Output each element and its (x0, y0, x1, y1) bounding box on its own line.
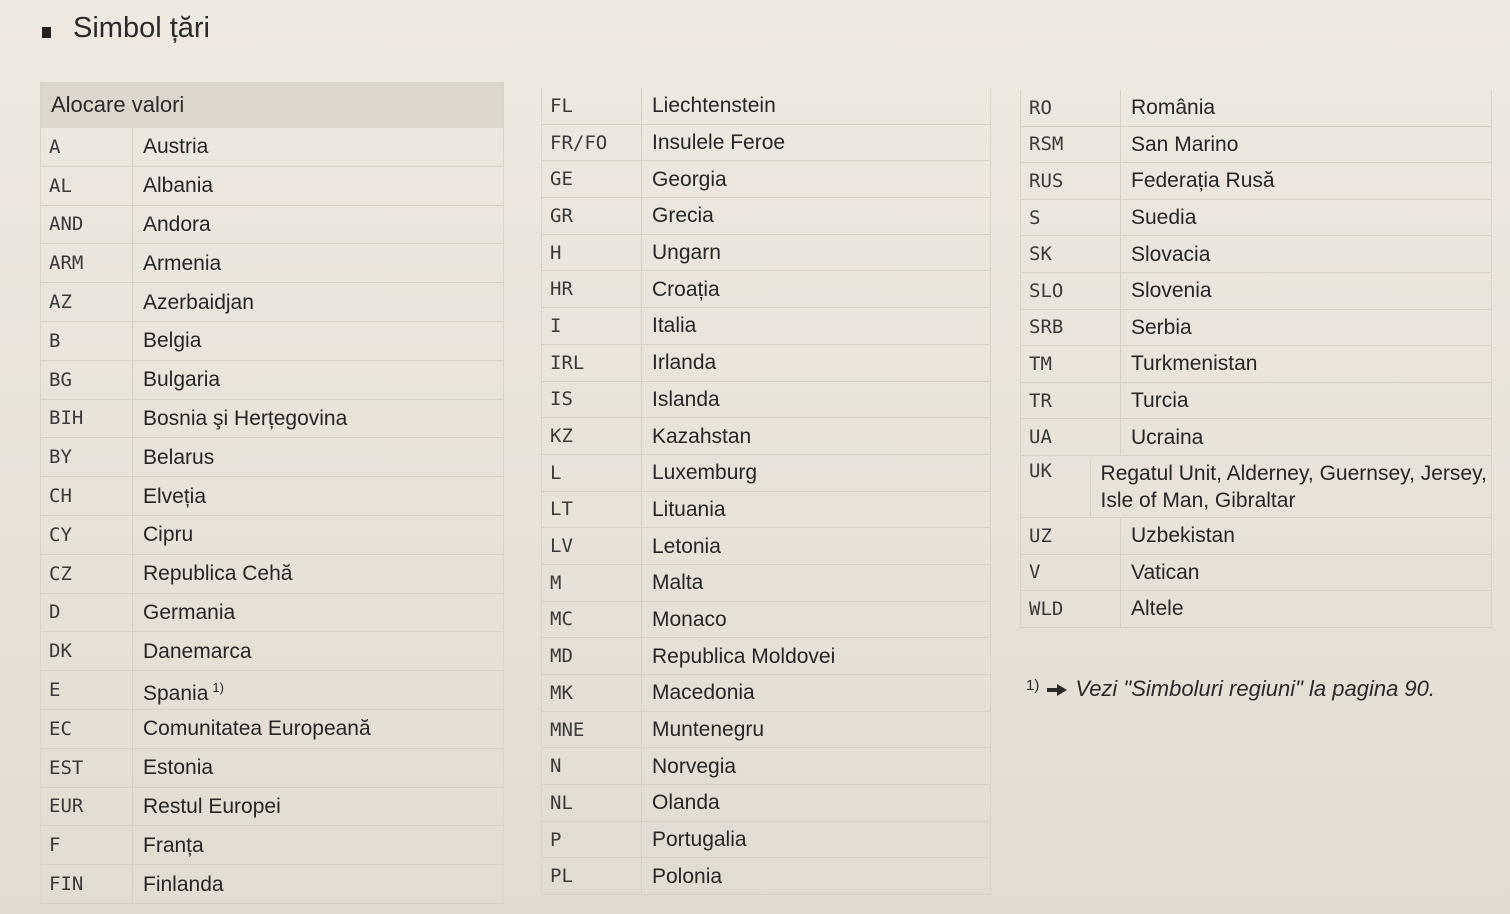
country-name-text: Comunitatea Europeană (143, 717, 371, 741)
country-name-text: Olanda (652, 791, 720, 815)
country-name (642, 753, 736, 780)
country-code: FL (542, 88, 642, 124)
table-body (542, 88, 990, 895)
table-row (41, 283, 503, 322)
table-row (1021, 383, 1491, 420)
country-code: FIN (41, 865, 133, 903)
country-name-text: România (1131, 96, 1216, 120)
country-name-text: Grecia (652, 204, 714, 228)
table-row (542, 455, 990, 492)
table-row (542, 418, 990, 455)
country-name-text: Muntenegru (652, 718, 765, 742)
country-code: DK (41, 632, 133, 670)
table-row (41, 438, 503, 477)
table-row (41, 632, 503, 671)
country-name (133, 250, 221, 277)
country-name-text: Austria (143, 135, 209, 159)
country-code: CH (41, 477, 133, 515)
country-table-column-3 (1020, 90, 1492, 628)
table-row (542, 382, 990, 419)
country-table-column-1 (40, 82, 504, 904)
country-code: P (542, 822, 642, 858)
table-row (542, 198, 990, 235)
country-name (1091, 460, 1491, 514)
country-code: BG (41, 361, 133, 399)
country-code: SLO (1021, 273, 1121, 309)
table-row (542, 492, 990, 529)
country-name-text: Norvegia (652, 754, 737, 778)
country-code: AZ (41, 283, 133, 321)
table-row (542, 785, 990, 822)
country-name (642, 129, 785, 156)
country-code: UA (1021, 419, 1121, 455)
country-code: SRB (1021, 310, 1121, 346)
table-row (41, 671, 503, 710)
country-code: NL (542, 785, 642, 821)
table-row (542, 675, 990, 712)
country-name (1121, 387, 1189, 414)
country-code: M (542, 565, 642, 601)
country-name-text: Polonia (652, 864, 723, 888)
country-code: BY (41, 438, 133, 476)
country-name-text: Islanda (652, 387, 720, 411)
table-row (41, 400, 503, 439)
country-code: L (542, 455, 642, 491)
country-name-text: Bulgaria (143, 368, 221, 392)
country-code: LV (542, 528, 642, 564)
table-row (542, 748, 990, 785)
table-row (542, 565, 990, 602)
country-name-text: Vatican (1131, 560, 1200, 584)
country-name (1121, 94, 1215, 121)
country-name-text: Letonia (652, 534, 721, 558)
country-name (642, 239, 721, 266)
table-row (1021, 273, 1491, 310)
country-name (133, 754, 213, 781)
table-row (41, 361, 503, 400)
country-name-text: Luxemburg (652, 461, 758, 485)
country-name-text: Bosnia şi Herțegovina (143, 406, 348, 430)
country-code: TR (1021, 383, 1121, 419)
table-row (542, 822, 990, 859)
country-code: RUS (1021, 163, 1121, 199)
table-row (41, 206, 503, 245)
country-code: EC (41, 710, 133, 748)
table-row (41, 167, 503, 206)
footnote-reference: 1) (212, 679, 224, 695)
country-name-text: Macedonia (652, 681, 755, 705)
country-name (642, 789, 720, 816)
country-code: UZ (1021, 518, 1121, 554)
country-name-text: Kazahstan (652, 424, 752, 448)
country-name (1121, 522, 1235, 549)
country-name-text: Estonia (143, 756, 214, 780)
country-name-text: Ungarn (652, 241, 721, 265)
country-name (642, 276, 720, 303)
country-name-text: Serbia (1131, 315, 1192, 339)
table-row (41, 594, 503, 633)
country-name (642, 166, 727, 193)
country-name (133, 560, 292, 587)
country-name (133, 521, 193, 548)
country-name-text: Elveția (143, 484, 207, 508)
country-code: IRL (542, 345, 642, 381)
table-row (41, 477, 503, 516)
table-row (41, 710, 503, 749)
table-row (1021, 310, 1491, 347)
section-heading (42, 8, 210, 48)
country-name-text: Slovacia (1131, 242, 1211, 266)
table-row (542, 528, 990, 565)
country-code: MK (542, 675, 642, 711)
country-name (133, 638, 252, 665)
table-row (1021, 456, 1491, 518)
table-row (1021, 518, 1491, 555)
table-row (41, 555, 503, 594)
footnote (1026, 676, 1435, 702)
country-name (642, 643, 835, 670)
country-name-text: Albania (143, 174, 214, 198)
country-name (133, 444, 214, 471)
country-name (642, 459, 757, 486)
table-row (542, 345, 990, 382)
footnote-text: Vezi "Simboluri regiuni" la pagina 90. (1075, 676, 1436, 701)
country-name-text: Restul Europei (143, 794, 281, 818)
table-row (1021, 591, 1491, 628)
country-code: WLD (1021, 591, 1121, 627)
table-body (1021, 90, 1491, 628)
country-name-text: Malta (652, 571, 704, 595)
country-code: MD (542, 638, 642, 674)
country-code: MC (542, 602, 642, 638)
country-code: RSM (1021, 127, 1121, 163)
table-row (542, 235, 990, 272)
country-code: I (542, 308, 642, 344)
country-name (133, 366, 220, 393)
table-row (41, 322, 503, 361)
table-header: Alocare valori (41, 82, 503, 128)
country-name-text: Croația (652, 277, 720, 301)
country-name-text: Uzbekistan (1131, 524, 1235, 548)
country-code: IS (542, 382, 642, 418)
table-row (41, 826, 503, 865)
country-name (1121, 314, 1192, 341)
country-name (1121, 277, 1212, 304)
country-name (642, 496, 726, 523)
country-name-text: Portugalia (652, 828, 747, 852)
country-name-text: Belarus (143, 445, 215, 469)
country-name-text: Liechtenstein (652, 94, 776, 118)
page-title: Simbol țări (73, 11, 210, 44)
country-name (642, 569, 703, 596)
footnote-mark: 1) (1026, 677, 1040, 694)
country-code: EUR (41, 788, 133, 826)
country-code: GR (542, 198, 642, 234)
country-name (642, 863, 722, 890)
table-row (41, 516, 503, 555)
country-code: LT (542, 492, 642, 528)
table-row (1021, 200, 1491, 237)
country-code: UK (1021, 460, 1091, 517)
table-row (1021, 163, 1491, 200)
country-name (642, 826, 747, 853)
country-name-text: Cipru (143, 523, 194, 547)
country-name-text: Monaco (652, 607, 727, 631)
country-name (133, 793, 281, 820)
country-name-text: Regatul Unit, Alderney, Guernsey, Jersey, Isle of Man, Gibraltar (1100, 461, 1487, 512)
country-name-text: Altele (1131, 597, 1184, 621)
country-name (1121, 167, 1275, 194)
country-name (133, 289, 254, 316)
table-row (542, 858, 990, 895)
table-row (542, 712, 990, 749)
table-row (41, 749, 503, 788)
table-row (542, 125, 990, 162)
country-name-text: Italia (652, 314, 697, 338)
country-name-text: Turcia (1131, 389, 1189, 413)
country-name (133, 871, 224, 898)
table-row (41, 788, 503, 827)
country-name-text: Republica Cehă (143, 562, 293, 586)
country-name-text: Republica Moldovei (652, 644, 836, 668)
country-name-text: Finlanda (143, 872, 224, 896)
country-name-text: Franța (143, 833, 204, 857)
country-name-text: Ucraina (1131, 425, 1204, 449)
country-code: KZ (542, 418, 642, 454)
country-code: F (41, 826, 133, 864)
country-code: RO (1021, 90, 1121, 126)
country-name-text: Andora (143, 212, 211, 236)
country-name-text: Spania (143, 681, 209, 705)
country-code: TM (1021, 346, 1121, 382)
table-row (542, 308, 990, 345)
country-code: MNE (542, 712, 642, 748)
table-row (542, 161, 990, 198)
country-name (133, 133, 208, 160)
country-name (1121, 204, 1196, 231)
country-code: AND (41, 206, 133, 244)
country-code: FR/FO (542, 125, 642, 161)
table-row (41, 865, 503, 904)
country-code: A (41, 128, 133, 166)
country-code: CY (41, 516, 133, 554)
country-code: E (41, 671, 133, 709)
country-name (133, 405, 347, 432)
table-row (1021, 346, 1491, 383)
country-name (642, 606, 727, 633)
country-name (642, 533, 721, 560)
country-name-text: Armenia (143, 251, 222, 275)
table-row (41, 244, 503, 283)
country-name-text: Turkmenistan (1131, 352, 1258, 376)
table-row (41, 128, 503, 167)
country-code: HR (542, 271, 642, 307)
country-code: SK (1021, 236, 1121, 272)
country-code: BIH (41, 400, 133, 438)
country-code: CZ (41, 555, 133, 593)
country-name (642, 349, 716, 376)
country-name (642, 716, 764, 743)
country-code: B (41, 322, 133, 360)
country-name (133, 832, 204, 859)
country-code: S (1021, 200, 1121, 236)
country-name (1121, 241, 1210, 268)
country-code: EST (41, 749, 133, 787)
table-row (1021, 127, 1491, 164)
country-name-text: Lituania (652, 497, 726, 521)
country-name (133, 599, 235, 626)
country-name-text: Suedia (1131, 206, 1197, 230)
square-bullet-icon (42, 27, 51, 38)
country-name-text: Belgia (143, 329, 202, 353)
country-name-text: Azerbaidjan (143, 290, 254, 314)
country-name (642, 423, 751, 450)
country-name-text: Irlanda (652, 351, 717, 375)
country-name (133, 674, 224, 707)
country-code: V (1021, 555, 1121, 591)
country-name (1121, 350, 1257, 377)
country-name-text: San Marino (1131, 132, 1239, 156)
country-code: H (542, 235, 642, 271)
country-code: PL (542, 858, 642, 894)
country-name (133, 715, 371, 742)
country-name (642, 92, 776, 119)
country-code: N (542, 748, 642, 784)
country-code: D (41, 594, 133, 632)
country-name (642, 386, 720, 413)
country-name (1121, 424, 1203, 451)
country-name (1121, 131, 1238, 158)
table-row (542, 638, 990, 675)
country-name (133, 172, 213, 199)
table-row (1021, 555, 1491, 592)
table-row (542, 271, 990, 308)
table-row (1021, 236, 1491, 273)
country-name (642, 312, 696, 339)
country-name (1121, 559, 1200, 586)
country-code: AL (41, 167, 133, 205)
country-name (642, 202, 714, 229)
country-code: GE (542, 161, 642, 197)
country-name-text: Insulele Feroe (652, 131, 786, 155)
table-row (542, 88, 990, 125)
table-body (41, 128, 503, 904)
country-table-column-2 (541, 88, 991, 895)
country-name (133, 327, 201, 354)
country-name (1121, 595, 1184, 622)
country-name-text: Germania (143, 600, 236, 624)
country-name (642, 679, 755, 706)
country-name-text: Danemarca (143, 639, 252, 663)
table-row (1021, 90, 1491, 127)
country-name (133, 483, 206, 510)
country-code: ARM (41, 244, 133, 282)
country-name (133, 211, 211, 238)
arrow-right-icon (1045, 680, 1075, 700)
country-name-text: Federația Rusă (1131, 169, 1275, 193)
country-name-text: Slovenia (1131, 279, 1212, 303)
table-row (1021, 419, 1491, 456)
country-name-text: Georgia (652, 167, 727, 191)
table-row (542, 602, 990, 639)
